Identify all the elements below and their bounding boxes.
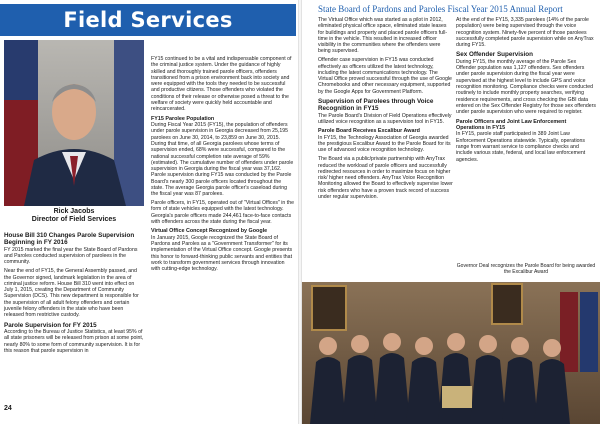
subheading: Virtual Office Concept Recognized by Google — [151, 228, 268, 235]
heading: Sex Offender Supervision — [456, 51, 533, 59]
heading: Parole Supervision for FY 2015 — [4, 321, 97, 329]
group-photo-caption: Governor Deal recognizes the Parole Board for being awarded the Excalibur Award — [456, 263, 596, 275]
paragraph: In FY15, the Technology Association of Georgia awarded the prestigious Excalibur Award to the Parole Board for its use of advanced voice recognition technology. — [318, 134, 451, 154]
section-banner — [0, 4, 296, 36]
right-column-2 — [456, 17, 596, 165]
subheading: FY15 Parolee Population — [151, 115, 215, 122]
paragraph: The Virtual Office which was started as a pilot in 2012, eliminated physical office space, eliminated state leases for buildings and property and placed parole officers full-time in the vehicle. This resulted in increased officer visibility in the communities where the offenders were being supervised. — [318, 17, 448, 55]
director-portrait — [4, 40, 144, 206]
paragraph: In January 2015, Google recognized the State Board of Pardons and Paroles as a "Government Transformer" for its implementation of the Virtual Office concept. Google presents this honor to forward-thinking public servants and entities that work to transform government services through innovation with cutting-edge technology. — [151, 234, 293, 273]
paragraph: FY15 continued to be a vital and indispensable component of the criminal justice system. Under the guidance of highly skilled and thoroughly trained parole officers, offenders transitioned from a prison environment back into society and were equipped with the tools they needed to be successful and productive citizens. Those offenders who violated the conditions of their release or otherwise posed a threat to the welfare of society were quickly held accountable and reincarcerated. — [151, 56, 292, 113]
paragraph: At the end of the FY15, 3,335 parolees (14% of the parole population) were being supervised through the voice recognition system. Ninety-five percent of those parolees successfully completed parole supervision while on AnyTrax during FY15. — [456, 17, 594, 49]
report-title: State Board of Pardons and Paroles Fiscal Year 2015 Annual Report — [318, 4, 563, 14]
right-column-1 — [318, 17, 453, 203]
paragraph: Near the end of FY15, the General Assembly passed, and the Governor signed, landmark legislation in the area of criminal justice reform. House Bill 310 went into effect on July 1, 2015, creating the Department of Community Supervision (DCS). This new department is responsible for the supervision of all adult felony offenders and certain juvenile felony offenders in the state who have been released from restrictive custody. — [4, 268, 139, 319]
heading: House Bill 310 Changes Parole Supervision Beginning in FY 2016 — [4, 232, 135, 247]
paragraph: During Fiscal Year 2015 (FY15), the population of offenders under parole supervision in Georgia decreased from 25,195 parolees on June 30, 2014, to 23,859 on June 30, 2015. During that time, of all Georgia parolees whose terms of supervision ended, 68% were successful, compared to the national successful completion rate average of 59% (estimated). The cumulative number of offenders under parole supervision in Georgia during the fiscal year was 37,162. Parole supervision during FY15 was conducted by the Parole Board's nearly 300 parole officers located throughout the state. The average Georgia parole officer's caseload during the fiscal year was 87 parolees. — [151, 122, 294, 198]
paragraph: According to the Bureau of Justice Statistics, at least 95% of all state prisoners will be released from prison at some point, nearly 80% to some form of community supervision. It is for this reason that parole supervision in — [4, 328, 144, 354]
subheading: Parole Officers and Joint Law Enforcement Operations in FY15 — [456, 118, 567, 131]
page-number: 24 — [4, 405, 12, 412]
paragraph: During FY15, the monthly average of the Parole Sex Offender population was 1,127 offenders. Sex offenders under parole supervision during the fiscal year were supervised at the highest level to include GPS and voice recognition monitoring. Compliance checks were conducted routinely to include monthly property searches, verifying residence requirements, and cross checking the GBI data entered on the Sex Offender Registry for those sex offenders under parole supervision who were required to register. — [456, 58, 596, 116]
paragraph: Parole officers, in FY15, operated out of "Virtual Offices" in the form of state vehicles equipped with the latest technology. Georgia's parole officers made 244,461 face-to-face contacts with offenders across the state during the fiscal year. — [151, 200, 294, 226]
section-title: Field Services — [63, 8, 233, 32]
award-group-photo — [302, 282, 600, 424]
left-column-1 — [4, 229, 144, 357]
subheading: Parole Board Receives Excalibur Award — [318, 128, 420, 135]
paragraph: FY 2015 marked the final year the State Board of Pardons and Paroles conducted supervision of parolees in the community. — [4, 246, 138, 266]
paragraph: In FY15, parole staff participated in 389 Joint Law Enforcement Operations statewide. Typically, operations range from warrant service to compliance checks and include various state, federal, and local law enforcement agencies. — [456, 131, 586, 163]
heading: Supervision of Parolees through Voice Recognition in FY15 — [318, 98, 434, 113]
paragraph: Offender case supervision in FY15 was conducted effectively as officers utilized the latest technology, including the latest communications technology. The Virtual Office proved successful through the use of Google Chromebooks and other necessary equipment, supported by the Google Apps for Government Platform. — [318, 57, 452, 95]
left-column-2 — [151, 56, 294, 275]
paragraph: The Board via a public/private partnership with AnyTrax reduced the workload of parole officers and successfully redirected resources in order to maximize focus on higher risk/ higher need offenders. AnyTrax Voice Recognition Monitoring allowed the Board to effectively supervise lower risk offenders who have a proven track record of success under regular supervision. — [318, 156, 453, 201]
paragraph: The Parole Board's Division of Field Operations effectively utilized voice recognition as a supervision tool in FY15. — [318, 112, 452, 126]
director-title: Director of Field Services — [31, 216, 117, 223]
director-name: Rick Jacobs — [53, 208, 95, 215]
